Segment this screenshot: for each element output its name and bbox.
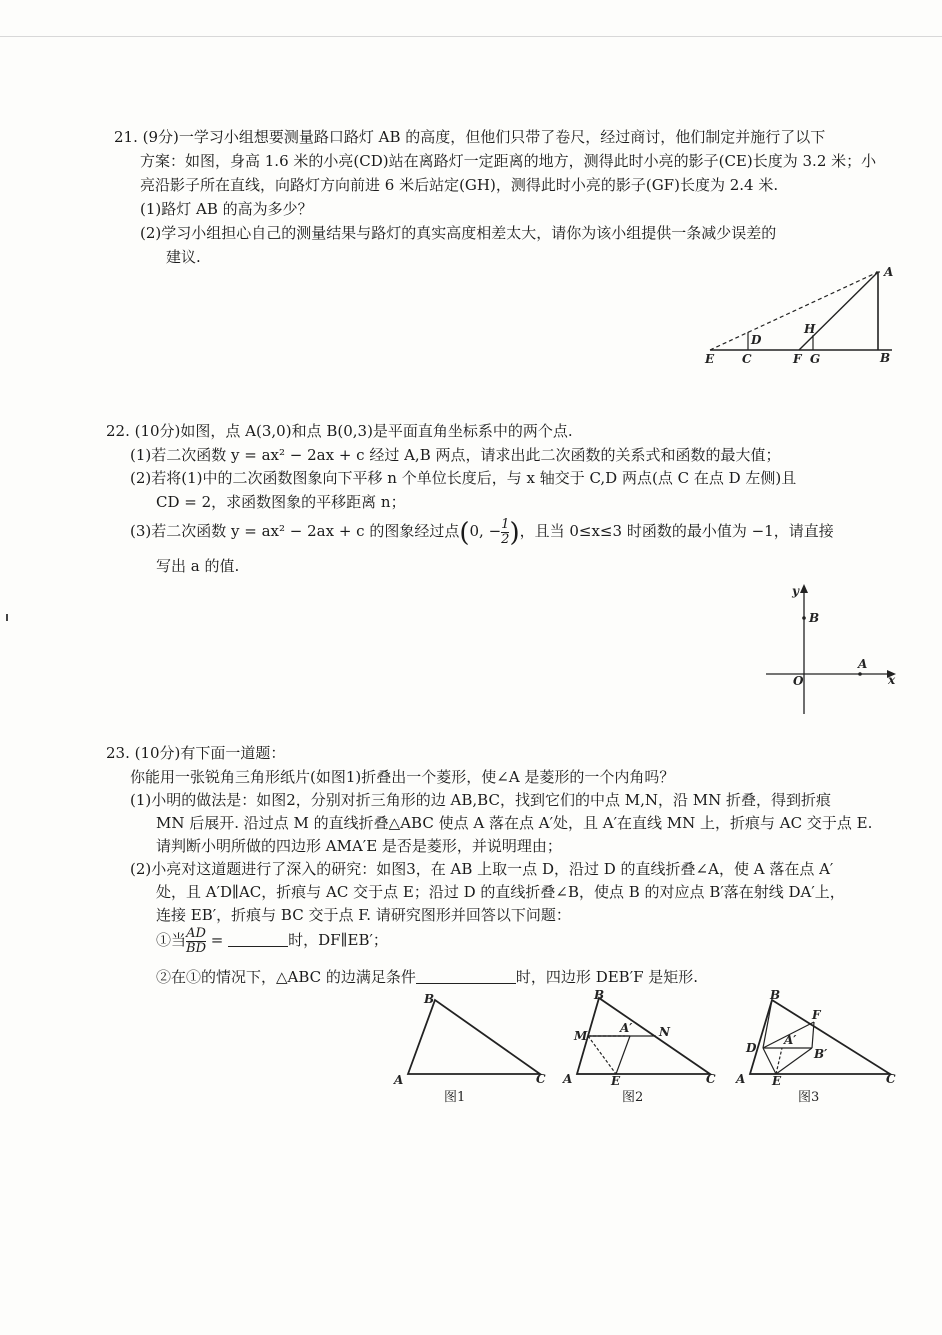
q21-line-3: 亮沿影子所在直线，向路灯方向前进 6 米后站定(GH)，测得此时小亮的影子(GF)长度为 2.4 米. bbox=[140, 176, 779, 194]
ratio-fraction bbox=[186, 927, 206, 956]
q22-part-3 bbox=[130, 515, 834, 549]
q23-sub-2 bbox=[156, 966, 698, 987]
q23-sub-1 bbox=[156, 924, 388, 956]
label-A: A bbox=[884, 265, 894, 279]
fig3-label-C: C bbox=[886, 1072, 896, 1086]
label-F: F bbox=[793, 352, 802, 366]
ratio-den: BD bbox=[186, 940, 206, 956]
fig1-label-B: B bbox=[424, 992, 435, 1006]
q23-part-1-cont-a: MN 后展开. 沿过点 M 的直线折叠△ABC 使点 A 落在点 A′处，且 A′在直线 MN 上，折痕与 AC 交于点 E. bbox=[156, 814, 873, 832]
answer-blank-1[interactable] bbox=[228, 932, 288, 947]
fig2-label-M: M bbox=[574, 1029, 588, 1043]
fig2-label-E: E bbox=[611, 1074, 621, 1088]
fig2-label-A: A bbox=[563, 1072, 573, 1086]
fraction-num: 1 bbox=[501, 516, 510, 532]
point-B-label: B bbox=[809, 611, 820, 625]
fig1-label-A: A bbox=[394, 1073, 404, 1087]
coordinate-axes-figure bbox=[762, 582, 902, 717]
fig3-label-E: E bbox=[772, 1074, 782, 1088]
fraction-den: 2 bbox=[501, 531, 510, 547]
sub-1-prefix: ①当 bbox=[156, 931, 187, 949]
fig1-caption: 图1 bbox=[444, 1090, 466, 1105]
q23-part-2-cont-a: 处，且 A′D∥AC，折痕与 AC 交于点 E；沿过 D 的直线折叠∠B，使点 B 的对应点 B′落在射线 DA′上， bbox=[156, 883, 845, 901]
q21-line-1: 21. (9分)一学习小组想要测量路口路灯 AB 的高度，但他们只带了卷尺，经过商讨，他们制定并施行了以下 bbox=[114, 128, 826, 146]
label-E: E bbox=[705, 352, 715, 366]
fig2-label-N: N bbox=[659, 1025, 670, 1039]
ratio-num: AD bbox=[186, 925, 206, 941]
q23-part-1: (1)小明的做法是：如图2，分别对折三角形的边 AB,BC，找到它们的中点 M,N，沿 MN 折叠，得到折痕 bbox=[130, 791, 832, 809]
sub-2-prefix: ②在①的情况下，△ABC 的边满足条件 bbox=[156, 968, 416, 986]
q22-part-2: (2)若将(1)中的二次函数图象向下平移 n 个单位长度后，与 x 轴交于 C,D 两点(点 C 在点 D 左侧)且 bbox=[130, 469, 797, 487]
fig2-label-C: C bbox=[706, 1072, 716, 1086]
sub-1-suffix: 时，DF∥EB′； bbox=[288, 931, 388, 949]
equals-sign: = bbox=[210, 931, 224, 949]
point-A-label: A bbox=[858, 657, 868, 671]
label-H: H bbox=[804, 322, 816, 336]
fig3-label-Aprime: A′ bbox=[784, 1033, 797, 1047]
q23-part-1-cont-b: 请判断小明所做的四边形 AMA′E 是否是菱形，并说明理由； bbox=[156, 837, 562, 855]
label-C: C bbox=[742, 352, 752, 366]
fig1-label-C: C bbox=[536, 1072, 546, 1086]
fig3-label-Bprime: B′ bbox=[814, 1047, 828, 1061]
q22-part-3-text-b: ，且当 0≤x≤3 时函数的最小值为 −1，请直接 bbox=[519, 522, 834, 540]
fig3-label-B: B bbox=[770, 988, 781, 1002]
answer-blank-2[interactable] bbox=[416, 969, 516, 984]
fig3-caption: 图3 bbox=[798, 1090, 820, 1105]
fig2-label-B: B bbox=[594, 988, 605, 1002]
paren-close: ) bbox=[509, 518, 520, 548]
x-axis-label: x bbox=[888, 673, 896, 687]
fig2-label-Aprime: A′ bbox=[620, 1021, 633, 1035]
figure-1 bbox=[390, 992, 555, 1110]
q23-line-2: 你能用一张锐角三角形纸片(如图1)折叠出一个菱形，使∠A 是菱形的一个内角吗？ bbox=[130, 768, 675, 786]
q21-part-2: (2)学习小组担心自己的测量结果与路灯的真实高度相差太大，请你为该小组提供一条减少误差的 bbox=[140, 224, 777, 242]
q22-part-2-cont: CD = 2，求函数图象的平移距离 n； bbox=[156, 493, 406, 511]
margin-mark bbox=[6, 614, 8, 621]
paren-open: ( bbox=[459, 518, 470, 548]
label-B: B bbox=[880, 351, 891, 365]
label-G: G bbox=[810, 352, 821, 366]
fig2-caption: 图2 bbox=[622, 1090, 644, 1105]
q22-line-1: 22. (10分)如图，点 A(3,0)和点 B(0,3)是平面直角坐标系中的两个点. bbox=[106, 422, 573, 440]
q23-part-2-cont-b: 连接 EB′，折痕与 BC 交于点 F. 请研究图形并回答以下问题： bbox=[156, 906, 571, 924]
point-coords: 0, − bbox=[469, 522, 502, 540]
label-D: D bbox=[751, 333, 762, 347]
y-axis-label: y bbox=[792, 584, 799, 598]
q23-part-2: (2)小亮对这道题进行了深入的研究：如图3，在 AB 上取一点 D，沿过 D 的直线折叠∠A，使 A 落在点 A′ bbox=[130, 860, 834, 878]
figure-2 bbox=[560, 986, 725, 1110]
q21-part-2-cont: 建议. bbox=[166, 248, 201, 266]
q21-line-2: 方案：如图，身高 1.6 米的小亮(CD)站在离路灯一定距离的地方，测得此时小亮的影子(CE)长度为 3.2 米；小 bbox=[140, 152, 877, 170]
origin-label: O bbox=[793, 674, 804, 688]
q22-part-3-text-a: (3)若二次函数 y = ax² − 2ax + c 的图象经过点 bbox=[130, 522, 460, 540]
figure-3 bbox=[732, 986, 902, 1110]
q21-part-1: (1)路灯 AB 的高为多少？ bbox=[140, 200, 313, 218]
fig3-label-A: A bbox=[736, 1072, 746, 1086]
sub-2-suffix: 时，四边形 DEB′F 是矩形. bbox=[515, 968, 699, 986]
q22-part-3-cont: 写出 a 的值. bbox=[156, 557, 240, 575]
q23-line-1: 23. (10分)有下面一道题： bbox=[106, 744, 286, 762]
fig3-label-D: D bbox=[746, 1041, 757, 1055]
page-top-border bbox=[0, 36, 942, 37]
fig3-label-F: F bbox=[812, 1008, 821, 1022]
q22-part-1: (1)若二次函数 y = ax² − 2ax + c 经过 A,B 两点，请求出此二次函数的关系式和函数的最大值； bbox=[130, 446, 781, 464]
streetlight-figure bbox=[700, 262, 900, 372]
